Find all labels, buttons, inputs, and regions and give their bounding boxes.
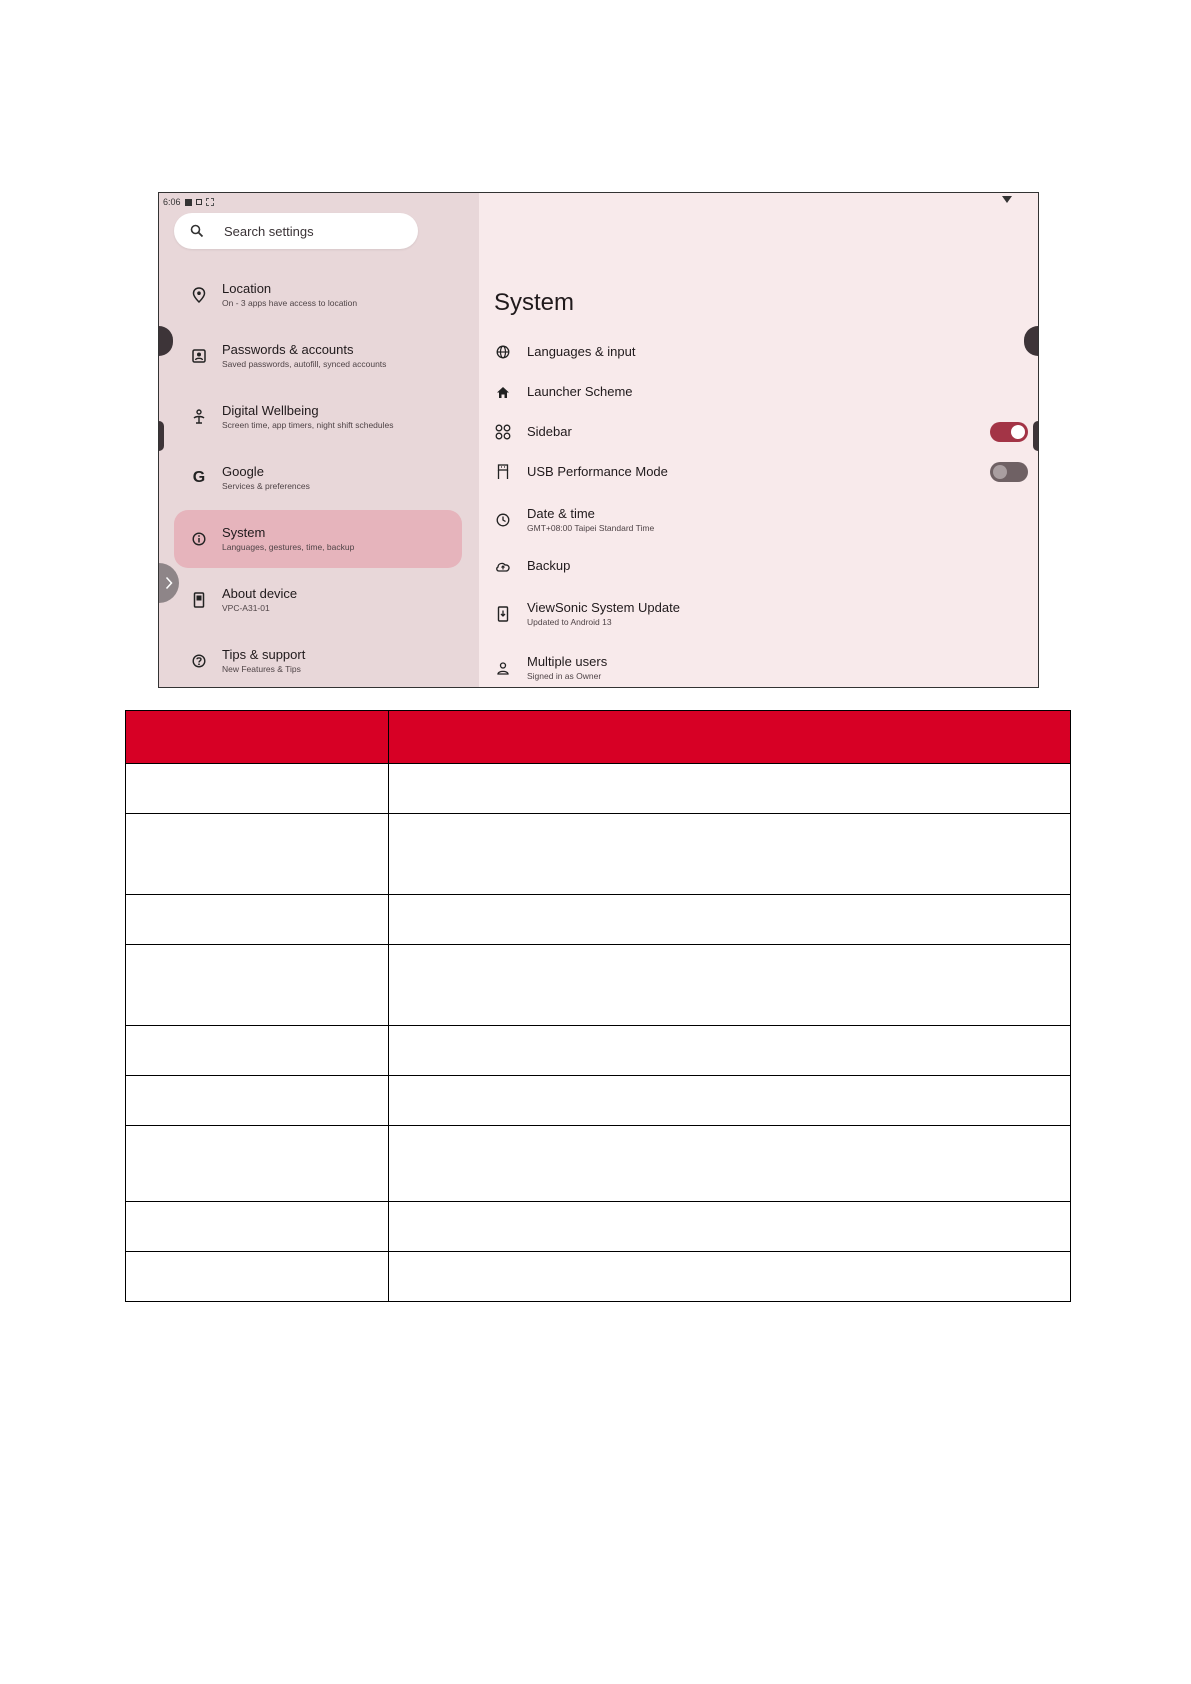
table-cell xyxy=(126,814,389,895)
left-edge-handle[interactable] xyxy=(159,326,173,356)
settings-nav-pane xyxy=(159,193,479,687)
table-cell xyxy=(126,1126,389,1202)
settings-screenshot xyxy=(158,192,1039,688)
toggle-knob xyxy=(1011,425,1025,439)
table-cell xyxy=(126,895,389,945)
info-icon xyxy=(188,528,210,550)
table-row xyxy=(126,1202,1071,1252)
table-cell xyxy=(126,945,389,1026)
left-edge-handle-small[interactable] xyxy=(159,421,164,451)
user-icon xyxy=(494,659,512,677)
system-item-title: ViewSonic System Update xyxy=(527,600,680,615)
table-row xyxy=(126,895,1071,945)
system-item-title: Multiple users xyxy=(527,654,608,669)
table-cell xyxy=(389,814,1071,895)
system-item-title: Languages & input xyxy=(527,344,636,359)
table-cell xyxy=(389,764,1071,814)
nav-subtitle: Screen time, app timers, night shift schedules xyxy=(222,420,394,430)
nav-item-google[interactable] xyxy=(174,449,462,507)
table-row xyxy=(126,814,1071,895)
nav-subtitle: Languages, gestures, time, backup xyxy=(222,542,355,552)
table-row xyxy=(126,1252,1071,1302)
right-edge-handle-small[interactable] xyxy=(1033,421,1038,451)
wifi-icon xyxy=(1002,196,1012,203)
cast-icon xyxy=(206,198,214,206)
wellbeing-icon xyxy=(188,406,210,428)
location-pin-icon xyxy=(188,284,210,306)
home-icon xyxy=(494,383,512,401)
nav-subtitle: Saved passwords, autofill, synced accounts xyxy=(222,359,387,369)
nav-title: Digital Wellbeing xyxy=(222,403,319,418)
nav-item-passwords[interactable] xyxy=(174,327,462,385)
nav-item-tips-support[interactable] xyxy=(174,632,462,688)
table-cell xyxy=(389,1076,1071,1126)
system-item-title: Sidebar xyxy=(527,424,572,439)
usb-icon xyxy=(494,463,512,481)
system-item-title: Backup xyxy=(527,558,571,573)
table-header-cell xyxy=(126,711,389,764)
nav-item-location[interactable] xyxy=(174,266,462,324)
system-item-title: USB Performance Mode xyxy=(527,464,668,479)
table-cell xyxy=(389,1252,1071,1302)
table-cell xyxy=(389,945,1071,1026)
system-pane xyxy=(479,193,1038,687)
system-item-title: Launcher Scheme xyxy=(527,384,633,399)
grid-icon xyxy=(494,423,512,441)
nav-title: About device xyxy=(222,586,298,601)
system-update-icon xyxy=(494,605,512,623)
toggle-knob xyxy=(993,465,1007,479)
table-cell xyxy=(126,1202,389,1252)
system-item-title: Date & time xyxy=(527,506,595,521)
notification-icon xyxy=(185,199,192,206)
system-item-subtitle: GMT+08:00 Taipei Standard Time xyxy=(527,523,655,533)
table-header-row xyxy=(126,711,1071,764)
nav-title: Passwords & accounts xyxy=(222,342,354,357)
table-cell xyxy=(126,1252,389,1302)
search-placeholder: Search settings xyxy=(224,223,314,239)
settings-description-table xyxy=(125,710,1071,1302)
account-box-icon xyxy=(188,345,210,367)
nav-title: Tips & support xyxy=(222,647,306,662)
device-icon xyxy=(188,589,210,611)
help-icon xyxy=(188,650,210,672)
system-item-usb-performance[interactable] xyxy=(494,463,1028,481)
table-row xyxy=(126,1126,1071,1202)
table-cell xyxy=(126,1026,389,1076)
globe-icon xyxy=(494,343,512,361)
system-item-subtitle: Signed in as Owner xyxy=(527,671,602,681)
nav-title: Google xyxy=(222,464,264,479)
nav-item-about-device[interactable] xyxy=(174,571,462,629)
table-cell xyxy=(389,1126,1071,1202)
status-time: 6:06 xyxy=(163,197,181,207)
system-item-multiple-users[interactable] xyxy=(494,654,1028,682)
nav-subtitle: Services & preferences xyxy=(222,481,310,491)
sidebar-toggle[interactable] xyxy=(990,422,1028,442)
search-icon xyxy=(190,224,214,238)
system-item-system-update[interactable] xyxy=(494,600,1028,628)
search-input[interactable] xyxy=(174,213,418,249)
clock-icon xyxy=(494,511,512,529)
system-item-subtitle: Updated to Android 13 xyxy=(527,617,612,627)
nav-subtitle: On - 3 apps have access to location xyxy=(222,298,358,308)
table-cell xyxy=(389,895,1071,945)
table-row xyxy=(126,1076,1071,1126)
status-bar xyxy=(163,197,214,207)
table-header-cell xyxy=(389,711,1071,764)
table-cell xyxy=(126,1076,389,1126)
system-item-languages[interactable] xyxy=(494,343,1028,361)
system-item-sidebar[interactable] xyxy=(494,423,1028,441)
table-cell xyxy=(389,1026,1071,1076)
screenshot-icon xyxy=(196,199,202,205)
usb-performance-toggle[interactable] xyxy=(990,462,1028,482)
google-icon: G xyxy=(192,469,206,486)
nav-subtitle: VPC-A31-01 xyxy=(222,603,270,613)
system-item-date-time[interactable] xyxy=(494,506,1028,534)
page-title: System xyxy=(494,289,575,316)
chevron-right-icon xyxy=(165,576,173,590)
table-row xyxy=(126,945,1071,1026)
nav-subtitle: New Features & Tips xyxy=(222,664,301,674)
cloud-backup-icon xyxy=(494,557,512,575)
table-row xyxy=(126,764,1071,814)
nav-item-digital-wellbeing[interactable] xyxy=(174,388,462,446)
system-item-launcher-scheme[interactable] xyxy=(494,383,1028,401)
table-row xyxy=(126,1026,1071,1076)
nav-title: System xyxy=(222,525,266,540)
table-cell xyxy=(126,764,389,814)
table-cell xyxy=(389,1202,1071,1252)
nav-title: Location xyxy=(222,281,272,296)
nav-item-system[interactable] xyxy=(174,510,462,568)
system-item-backup[interactable] xyxy=(494,557,1028,575)
